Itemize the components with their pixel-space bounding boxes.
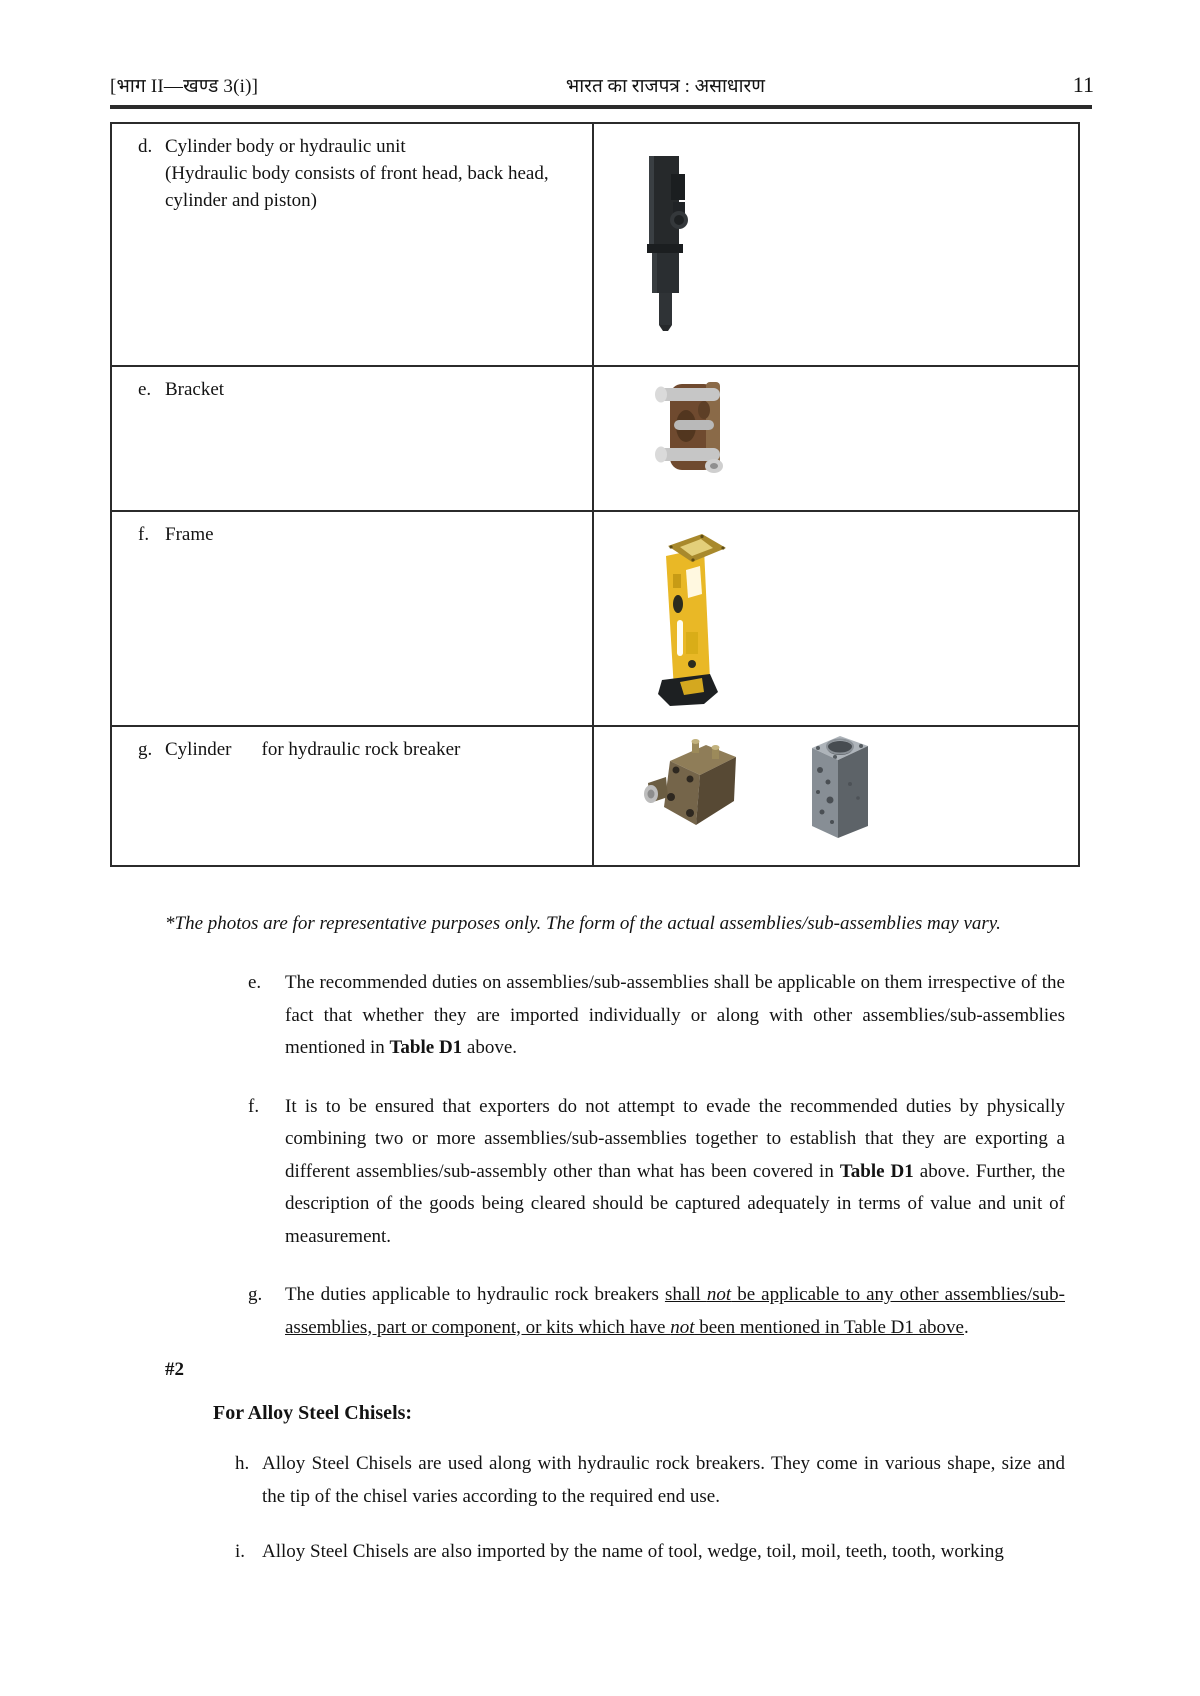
paragraph-e — [248, 967, 1065, 1065]
photos-note: *The photos are for representative purposes only. The form of the actual assemblies/sub-assemblies may vary. — [165, 913, 1001, 934]
paragraph-text: Alloy Steel Chisels are used along with hydraulic rock breakers. They come in various shape, size and the tip of the chisel varies according to the required end use. — [262, 1453, 1065, 1507]
parts-table — [110, 122, 1080, 867]
header-part-section: [भाग II—खण्ड 3(i)] — [110, 76, 259, 97]
part-photo-cell — [594, 367, 1078, 510]
paragraph-label: f. — [248, 1095, 260, 1117]
bracket-photo — [648, 376, 740, 476]
part-title: Frame — [165, 524, 214, 545]
paragraph-f — [248, 1091, 1065, 1254]
paragraph-label: g. — [248, 1284, 263, 1305]
paragraph-label: h. — [235, 1453, 250, 1474]
part-subtitle: (Hydraulic body consists of front head, back head, cylinder and piston) — [165, 163, 549, 211]
frame-body — [666, 548, 710, 690]
header-page-number: 11 — [1072, 72, 1094, 97]
frame-photo — [640, 532, 728, 710]
part-photo-cell — [594, 727, 1078, 865]
part-photo-cell — [594, 512, 1078, 725]
paragraph-text: The recommended duties on assemblies/sub-assemblies shall be applicable on them irrespective of the fact that whether they are imported individually or along with other assemblies/sub-assemblies mentioned in Table D1 above. — [285, 972, 1065, 1058]
header-gazette-title: भारत का राजपत्र : असाधारण — [565, 76, 766, 97]
table-row-e — [112, 365, 1078, 510]
paragraph-h — [235, 1448, 1065, 1513]
row-label: d. — [138, 136, 153, 157]
hydraulic-unit-photo — [635, 154, 695, 332]
header-rule — [110, 105, 1092, 109]
row-label: e. — [138, 379, 152, 400]
section-heading: For Alloy Steel Chisels: — [213, 1402, 413, 1424]
paragraph-g — [248, 1279, 1065, 1344]
paragraph-label: i. — [235, 1541, 246, 1562]
part-description-cell — [112, 367, 594, 510]
paragraph-label: e. — [248, 972, 262, 993]
page-header — [110, 72, 1094, 98]
paragraph-i — [235, 1536, 1065, 1569]
table-row-f — [112, 510, 1078, 725]
part-description-cell — [112, 727, 594, 865]
part-title: Cylinder for hydraulic rock breaker — [165, 739, 461, 760]
paragraph-text: Alloy Steel Chisels are also imported by the name of tool, wedge, toil, moil, teeth, tooth, working — [262, 1541, 1004, 1562]
part-photo-cell — [594, 124, 1078, 365]
table-row-d — [112, 124, 1078, 365]
section-marker: #2 — [165, 1359, 184, 1380]
row-label: f. — [138, 524, 150, 545]
table-row-g — [112, 725, 1078, 865]
part-title: Bracket — [165, 379, 225, 400]
paragraph-text: It is to be ensured that exporters do not attempt to evade the recommended duties by physically combining two or more assemblies/sub-assemblies together to establish that they are exporting a different assemblies/sub-assembly other than what has been covered in Table D1 above. Further, the description of the goods being cleared should be captured adequately in terms of value and unit of measurement. — [285, 1095, 1065, 1247]
row-label: g. — [138, 739, 153, 760]
part-description-cell — [112, 512, 594, 725]
block-front — [812, 748, 838, 838]
cylinder-photo — [640, 739, 744, 833]
part-title: Cylinder body or hydraulic unit — [165, 136, 406, 157]
valve-block-photo — [804, 734, 872, 840]
part-description-cell — [112, 124, 594, 365]
paragraph-text: The duties applicable to hydraulic rock breakers shall not be applicable to any other assemblies/sub-assemblies, part or component, or kits which have not been mentioned in Table D1 above. — [285, 1284, 1065, 1338]
